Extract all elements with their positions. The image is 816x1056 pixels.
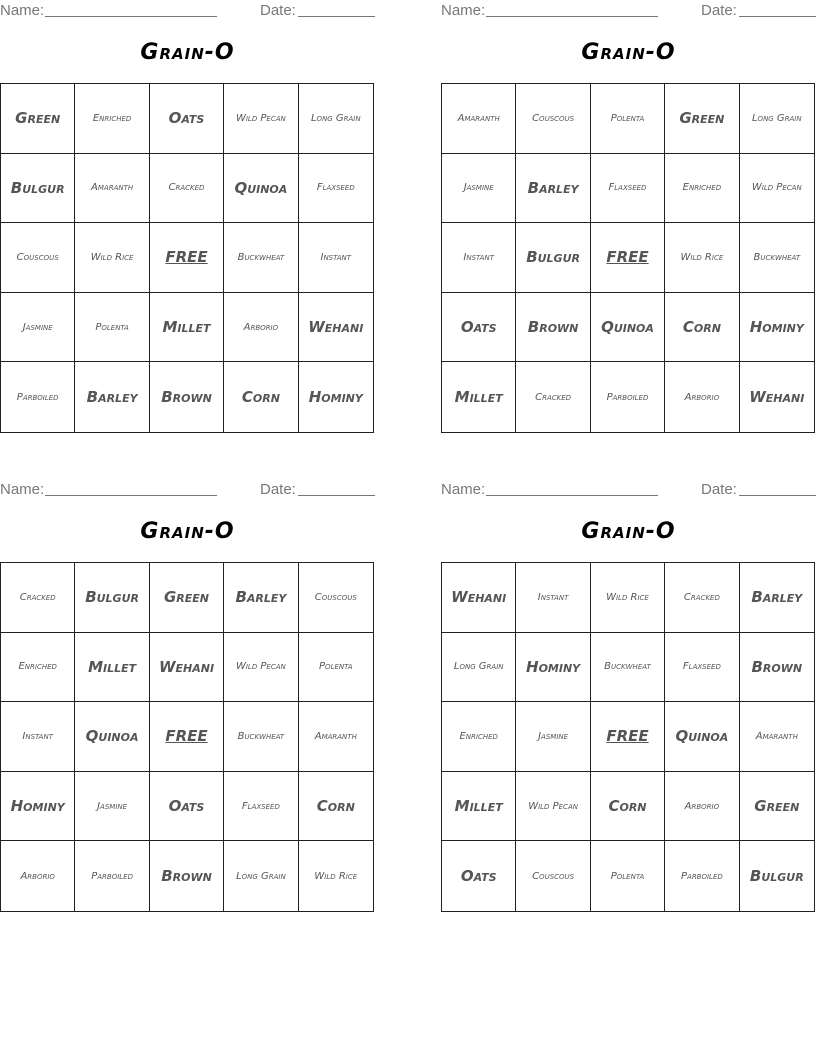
bingo-cell[interactable]: Amaranth [740, 702, 814, 772]
bingo-cell[interactable]: Wild Pecan [224, 633, 298, 703]
bingo-cell[interactable]: Long Grain [740, 84, 814, 154]
bingo-cell[interactable]: Flaxseed [665, 633, 739, 703]
bingo-cell[interactable]: Wehani [442, 563, 516, 633]
bingo-cell[interactable]: Bulgur [749, 867, 804, 886]
bingo-cell[interactable]: Cracked [150, 154, 224, 224]
date-label: Date: [701, 2, 737, 19]
bingo-cell[interactable]: Jasmine [516, 702, 590, 772]
bingo-cell[interactable]: Flaxseed [299, 154, 373, 224]
bingo-grid [441, 83, 815, 433]
bingo-cell[interactable]: Long Grain [299, 84, 373, 154]
free-space-cell[interactable]: FREE [150, 702, 224, 772]
card-title: Grain-O [140, 40, 235, 65]
bingo-cell[interactable]: Wehani [299, 293, 373, 363]
bingo-cell[interactable]: Oats [442, 293, 516, 363]
card-title: Grain-O [140, 519, 235, 544]
card-header [0, 479, 375, 501]
bingo-cell[interactable]: Parboiled [75, 841, 149, 911]
bingo-cell[interactable]: Amaranth [442, 84, 516, 154]
bingo-grid [0, 562, 374, 912]
bingo-cell[interactable]: Wild Pecan [740, 154, 814, 224]
name-field-line[interactable] [45, 495, 217, 496]
free-space-cell[interactable]: FREE [591, 702, 665, 772]
bingo-cell[interactable]: Brown [150, 362, 224, 432]
bingo-cell[interactable]: Wild Rice [591, 563, 665, 633]
bingo-cell[interactable]: Arborio [1, 841, 75, 911]
card-header [0, 0, 375, 22]
bingo-cell[interactable]: Oats [150, 84, 224, 154]
date-label: Date: [260, 481, 296, 498]
date-field-line[interactable] [739, 16, 816, 17]
bingo-cell[interactable]: Quinoa [75, 702, 149, 772]
bingo-cell[interactable]: Millet [442, 362, 516, 432]
bingo-cell[interactable]: Wild Rice [665, 223, 739, 293]
bingo-cell[interactable]: Barley [516, 154, 590, 224]
bingo-cell[interactable]: Oats [442, 841, 516, 911]
bingo-cell[interactable]: Polenta [591, 841, 665, 911]
bingo-cell[interactable]: Bulgur [75, 563, 149, 633]
bingo-cell[interactable]: Parboiled [665, 841, 739, 911]
bingo-cell[interactable]: Millet [442, 772, 516, 842]
bingo-cell[interactable]: Bulgur [516, 223, 590, 293]
bingo-cell[interactable]: Corn [224, 362, 298, 432]
bingo-cell[interactable]: Enriched [1, 633, 75, 703]
card-header [441, 479, 816, 501]
bingo-cell[interactable]: Corn [665, 293, 739, 363]
bingo-cell[interactable]: Green [1, 84, 75, 154]
bingo-cell[interactable]: Enriched [75, 84, 149, 154]
free-space-cell[interactable]: FREE [591, 223, 665, 293]
bingo-cell[interactable]: Arborio [665, 362, 739, 432]
date-field-line[interactable] [298, 16, 375, 17]
bingo-cell[interactable]: Couscous [516, 841, 590, 911]
bingo-cell[interactable]: Barley [75, 362, 149, 432]
bingo-cell[interactable]: Brown [516, 293, 590, 363]
bingo-cell[interactable]: Arborio [665, 772, 739, 842]
bingo-cell[interactable]: Buckwheat [224, 702, 298, 772]
bingo-cell[interactable]: Jasmine [442, 154, 516, 224]
bingo-cell[interactable]: Wehani [150, 633, 224, 703]
bingo-cell[interactable]: Flaxseed [224, 772, 298, 842]
name-field-line[interactable] [486, 495, 658, 496]
bingo-cell[interactable]: Cracked [1, 563, 75, 633]
bingo-card-3 [0, 479, 375, 915]
card-title: Grain-O [581, 40, 676, 65]
bingo-cell[interactable]: Instant [516, 563, 590, 633]
bingo-cell[interactable]: Buckwheat [740, 223, 814, 293]
free-space-cell[interactable]: FREE [150, 223, 224, 293]
bingo-cell[interactable]: Green [665, 84, 739, 154]
bingo-cell[interactable]: Instant [299, 223, 373, 293]
bingo-cell[interactable]: Wild Pecan [516, 772, 590, 842]
bingo-cell[interactable]: Corn [591, 772, 665, 842]
bingo-cell[interactable]: Enriched [442, 702, 516, 772]
bingo-cell[interactable]: Long Grain [442, 633, 516, 703]
bingo-cell[interactable]: Buckwheat [591, 633, 665, 703]
bingo-cell[interactable]: Hominy [516, 633, 590, 703]
bingo-cell[interactable]: Hominy [1, 772, 75, 842]
bingo-cell[interactable]: Amaranth [75, 154, 149, 224]
bingo-card-2 [441, 0, 816, 436]
bingo-card-1 [0, 0, 375, 436]
bingo-cell[interactable]: Oats [150, 772, 224, 842]
bingo-cell[interactable]: Buckwheat [224, 223, 298, 293]
bingo-cell[interactable]: Polenta [591, 84, 665, 154]
name-label: Name: [0, 2, 45, 19]
bingo-cell[interactable]: Wild Rice [314, 870, 358, 882]
date-field-line[interactable] [739, 495, 816, 496]
bingo-cell[interactable]: Corn [299, 772, 373, 842]
date-label: Date: [260, 2, 296, 19]
bingo-cell[interactable]: Flaxseed [591, 154, 665, 224]
bingo-cell[interactable]: Bulgur [1, 154, 75, 224]
bingo-cell[interactable]: Hominy [740, 293, 814, 363]
card-title: Grain-O [581, 519, 676, 544]
bingo-cell[interactable]: Barley [224, 563, 298, 633]
bingo-cell[interactable]: Polenta [75, 293, 149, 363]
name-field-line[interactable] [45, 16, 217, 17]
bingo-cell[interactable]: Brown [740, 633, 814, 703]
bingo-cell[interactable]: Instant [442, 223, 516, 293]
bingo-cell[interactable]: Amaranth [299, 702, 373, 772]
bingo-cell[interactable]: Couscous [516, 84, 590, 154]
name-label: Name: [441, 481, 486, 498]
card-header [441, 0, 816, 22]
bingo-cell[interactable]: Enriched [665, 154, 739, 224]
bingo-cell[interactable]: Wild Pecan [224, 84, 298, 154]
name-field-line[interactable] [486, 16, 658, 17]
bingo-grid [0, 83, 374, 433]
date-label: Date: [701, 481, 737, 498]
bingo-cell[interactable]: Green [150, 563, 224, 633]
bingo-cell[interactable]: Hominy [308, 388, 363, 407]
bingo-cell[interactable]: Cracked [516, 362, 590, 432]
bingo-cell[interactable]: Couscous [299, 563, 373, 633]
bingo-cell[interactable]: Millet [75, 633, 149, 703]
bingo-cell[interactable]: Green [740, 772, 814, 842]
bingo-cell[interactable]: Wild Rice [75, 223, 149, 293]
bingo-cell[interactable]: Arborio [224, 293, 298, 363]
bingo-cell[interactable]: Quinoa [591, 293, 665, 363]
bingo-cell[interactable]: Jasmine [75, 772, 149, 842]
name-label: Name: [441, 2, 486, 19]
bingo-cell[interactable]: Parboiled [591, 362, 665, 432]
bingo-cell[interactable]: Barley [740, 563, 814, 633]
bingo-cell[interactable]: Quinoa [665, 702, 739, 772]
bingo-cell[interactable]: Long Grain [224, 841, 298, 911]
bingo-cell[interactable]: Millet [150, 293, 224, 363]
bingo-cell[interactable]: Cracked [665, 563, 739, 633]
bingo-cell[interactable]: Quinoa [224, 154, 298, 224]
bingo-cell[interactable]: Parboiled [1, 362, 75, 432]
bingo-cell[interactable]: Jasmine [1, 293, 75, 363]
name-label: Name: [0, 481, 45, 498]
bingo-cell[interactable]: Brown [150, 841, 224, 911]
bingo-cell[interactable]: Couscous [1, 223, 75, 293]
bingo-cell[interactable]: Wehani [749, 388, 805, 407]
date-field-line[interactable] [298, 495, 375, 496]
bingo-cell[interactable]: Polenta [299, 633, 373, 703]
bingo-grid [441, 562, 815, 912]
bingo-card-4 [441, 479, 816, 915]
bingo-cell[interactable]: Instant [1, 702, 75, 772]
